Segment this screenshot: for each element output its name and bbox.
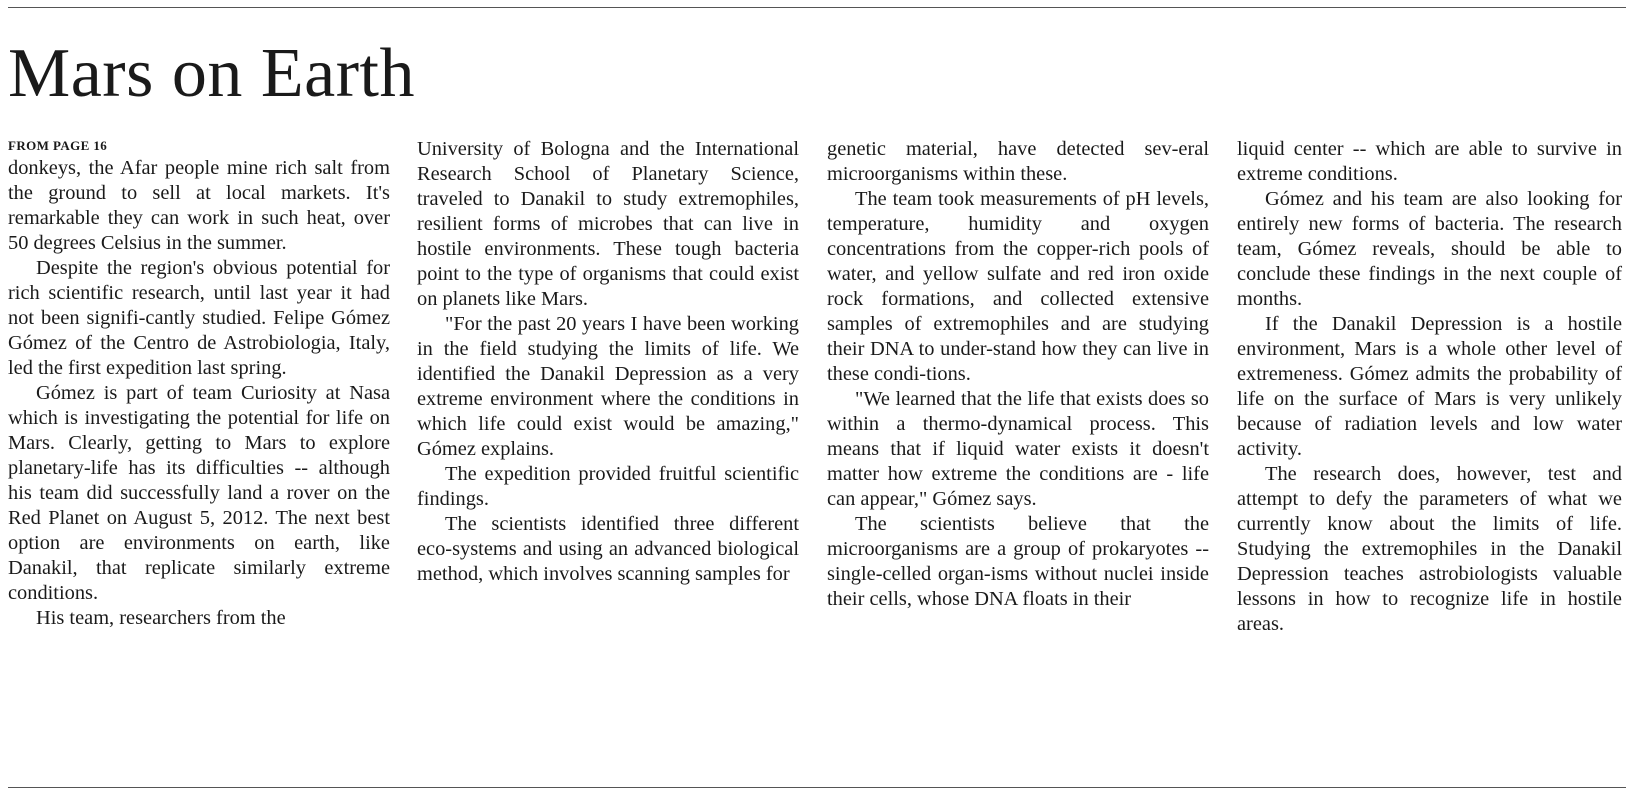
- paragraph: Despite the region's obvious potential for rich scientific research, until last year it had not been signifi-cantly studied. Felipe Gómez Gómez of the Centro de Astrobiologia, Italy, led the first expedition last spring.: [8, 257, 390, 379]
- paragraph: "We learned that the life that exists does so within a thermo-dynamical process. This means that if liquid water exists it doesn't matter how extreme the conditions are - life can appear," Gómez says.: [827, 388, 1209, 510]
- jump-line: FROM PAGE 16: [8, 138, 108, 153]
- headline: Mars on Earth: [8, 35, 415, 112]
- paragraph: The research does, however, test and attempt to defy the parameters of what we currently know about the limits of life. Studying the extremophiles in the Danakil Depression teaches astrobiologists valuable lessons in how to recognize life in hostile areas.: [1237, 463, 1622, 635]
- paragraph: genetic material, have detected sev-eral microorganisms within these.: [827, 138, 1209, 185]
- paragraph: Gómez is part of team Curiosity at Nasa which is investigating the potential for life on Mars. Clearly, getting to Mars to explore planetary-life has its difficulties -- although his team did successfully land a rover on the Red Planet on August 5, 2012. The next best option are environments on earth, like Danakil, that replicate similarly extreme conditions.: [8, 382, 390, 604]
- paragraph: The team took measurements of pH levels, temperature, humidity and oxygen concentrations from the copper-rich pools of water, and yellow sulfate and red iron oxide rock formations, and collected extensive samples of extremophiles and are studying their DNA to under-stand how they can live in these condi-tions.: [827, 188, 1209, 385]
- article-column-2: [417, 137, 799, 587]
- top-rule: [8, 7, 1626, 8]
- paragraph: His team, researchers from the: [36, 607, 286, 629]
- paragraph: liquid center -- which are able to survive in extreme conditions.: [1237, 138, 1622, 185]
- paragraph: Gómez and his team are also looking for entirely new forms of bacteria. The research team, Gómez reveals, should be able to conclude these findings in the next couple of months.: [1237, 188, 1622, 310]
- bottom-rule: [8, 787, 1626, 788]
- paragraph: The scientists believe that the microorganisms are a group of prokaryotes -- single-celled organ-isms without nuclei inside their cells, whose DNA floats in their: [827, 513, 1209, 610]
- paragraph: The expedition provided fruitful scientific findings.: [417, 463, 799, 510]
- article-column-4: [1237, 137, 1622, 637]
- article-column-3: [827, 137, 1209, 612]
- paragraph: donkeys, the Afar people mine rich salt from the ground to sell at local markets. It's remarkable they can work in such heat, over 50 degrees Celsius in the summer.: [8, 157, 390, 254]
- paragraph: University of Bologna and the International Research School of Planetary Science, traveled to Danakil to study extremophiles, resilient forms of microbes that can live in hostile environments. These tough bacteria point to the type of organisms that could exist on planets like Mars.: [417, 138, 799, 310]
- paragraph: If the Danakil Depression is a hostile environment, Mars is a whole other level of extremeness. Gómez admits the probability of life on the surface of Mars is very unlikely because of radiation levels and low water activity.: [1237, 313, 1622, 460]
- article-column-1: [8, 137, 390, 631]
- paragraph: The scientists identified three different eco-systems and using an advanced biological method, which involves scanning samples for: [417, 513, 799, 585]
- paragraph: "For the past 20 years I have been working in the field studying the limits of life. We identified the Danakil Depression as a very extreme environment where the conditions in which life could exist would be amazing," Gómez explains.: [417, 313, 799, 460]
